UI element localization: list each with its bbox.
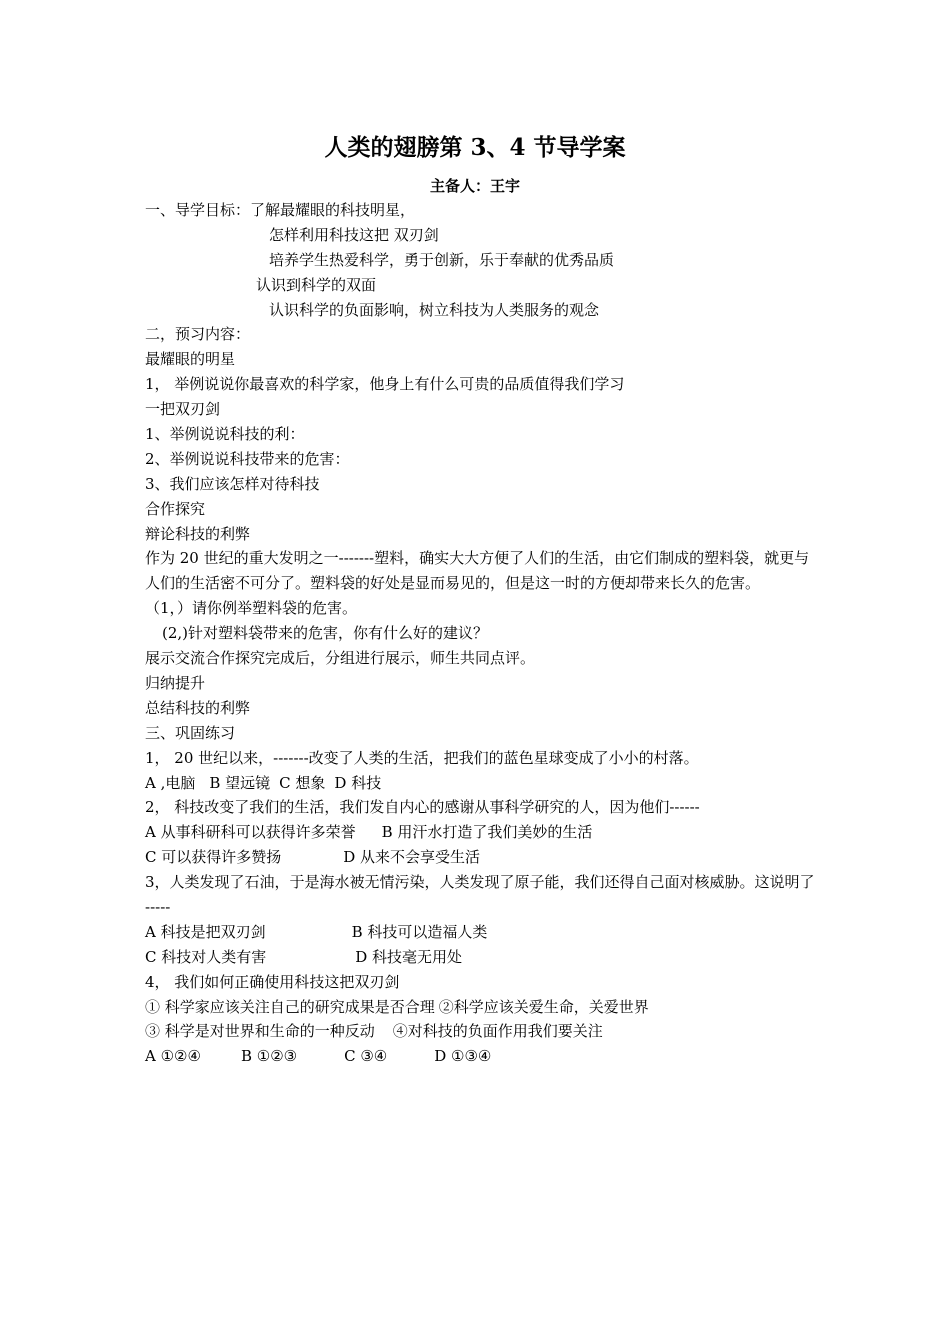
option-b: B 用汗水打造了我们美妙的生活 [381,823,593,842]
practice-question-4: 4， 我们如何正确使用科技这把双刃剑 [145,972,400,991]
practice-question-4-statements-34 [145,1019,820,1044]
coop-question-1: （1，）请你例举塑料袋的危害。 [145,599,358,618]
practice-question-2: 2， 科技改变了我们的生活，我们发自内心的感谢从事科学研究的人，因为他们------ [145,798,700,817]
practice-question-3-options-cd [145,945,820,970]
goals-heading: 一、导学目标：了解最耀眼的科技明星， [145,201,416,219]
practice-question-3-options-ab [145,920,820,945]
option-a: A ①②④ [145,1047,201,1066]
goal-item: 培养学生热爱科学，勇于创新，乐于奉献的优秀品质 [269,250,615,269]
page-title: 人类的翅膀第 3、4 节导学案 [324,134,626,161]
option-d: D 从来不会享受生活 [343,848,481,867]
option-a: A 从事科研科可以获得许多荣誉 [145,823,356,842]
coop-question-2: (2,)针对塑料袋带来的危害，你有什么好的建议？ [162,624,489,643]
show-instructions: 展示交流合作探究完成后，分组进行展示，师生共同点评。 [145,649,536,668]
option-c: C 科技对人类有害 [145,947,267,966]
star-heading: 最耀眼的明星 [145,350,236,369]
practice-question-2-options-ab [145,820,820,845]
option-d: D ①③④ [434,1047,492,1066]
practice-question-1: 1， 20 世纪以来，-------改变了人类的生活，把我们的蓝色星球变成了小小的村落。 [145,748,699,767]
goal-item: 认识科学的负面影响，树立科技为人类服务的观念 [269,300,600,319]
sword-question-2: 2、举例说说科技带来的危害： [145,449,350,468]
sword-question-3: 3、我们应该怎样对待科技 [145,474,320,493]
practice-question-3: 3，人类发现了石油，于是海水被无情污染，人类发现了原子能，我们还得自己面对核威胁。这说明了 ----- [145,873,815,916]
preview-heading: 二，预习内容： [145,325,251,344]
practice-question-1-options [145,771,820,796]
preview-question-1: 1， 举例说说你最喜欢的科学家，他身上有什么可贵的品质值得我们学习 [145,375,625,394]
option-c: C 想象 [279,773,326,792]
practice-question-2-options-cd [145,845,820,870]
statement-1: ① 科学家应该关注自己的研究成果是否合理 [145,997,435,1016]
option-c: C ③④ [344,1047,388,1066]
statement-3: ③ 科学是对世界和生命的一种反动 [145,1022,375,1041]
summary-text: 总结科技的利弊 [145,698,251,717]
option-a: A 科技是把双刃剑 [145,922,266,941]
goal-item: 怎样利用科技这把 双刃剑 [269,225,439,244]
sword-question-1: 1、举例说说科技的利： [145,425,305,444]
option-a: A ,电脑 [145,773,196,792]
option-b: B 科技可以造福人类 [351,922,488,941]
option-b: B 望远镜 [209,773,271,792]
option-b: B ①②③ [240,1047,298,1066]
summary-heading: 归纳提升 [145,673,206,692]
option-c: C 可以获得许多赞扬 [145,848,282,867]
practice-question-4-statements-12 [145,995,820,1020]
document-body [145,198,820,1069]
practice-heading: 三、巩固练习 [145,723,236,742]
author-line: 主备人：王宇 [429,177,520,195]
statement-2: ②科学应该关爱生命，关爱世界 [438,997,649,1016]
practice-question-4-options [145,1044,820,1069]
sword-heading: 一把双刃剑 [145,400,221,419]
debate-heading: 辩论科技的利弊 [145,524,251,543]
plastic-paragraph: 作为 20 世纪的重大发明之一-------塑料，确实大大方便了人们的生活，由它们制成的塑料袋，就更与人们的生活密不可分了。塑料袋的好处是显而易见的，但是这一时的方便却带来长久的危害。 [145,549,810,593]
option-d: D 科技 [334,773,382,792]
statement-4: ④对科技的负面作用我们要关注 [392,1022,603,1041]
option-d: D 科技毫无用处 [355,947,463,966]
coop-heading: 合作探究 [145,499,206,518]
goal-item: 认识到科学的双面 [256,275,377,294]
